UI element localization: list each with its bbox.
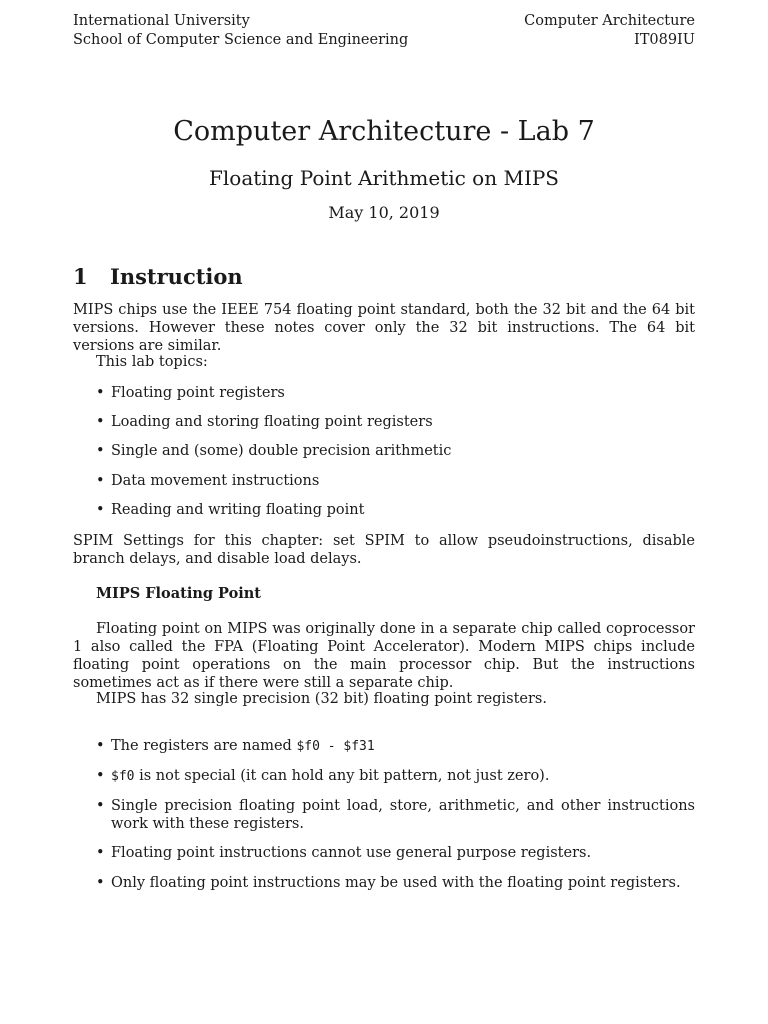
fp-paragraph: Floating point on MIPS was originally done in a separate chip called coprocessor 1 also called the FPA (Floating Point Accelerator). Modern MIPS chips include floating point operations on the main processor chip. But the instructions sometimes act as if there were still a separate chip. (73, 621, 695, 691)
bullet-icon: • (96, 875, 105, 891)
section-heading (73, 262, 243, 292)
bullet-icon: • (96, 385, 105, 401)
registers-paragraph: MIPS has 32 single precision (32 bit) floating point registers. (96, 691, 547, 707)
register-range-code: $f0 - $f31 (296, 739, 375, 754)
bullet-icon: • (96, 502, 105, 518)
bullet-icon: • (96, 768, 105, 784)
section-number: 1 (73, 264, 88, 289)
school-name: School of Computer Science and Engineering (73, 32, 409, 48)
university-name: International University (73, 13, 250, 29)
document-date: May 10, 2019 (328, 203, 440, 222)
course-code: IT089IU (633, 32, 695, 48)
document-title: Computer Architecture - Lab 7 (173, 116, 595, 147)
bullet-icon: • (96, 845, 105, 861)
bullet-icon: • (96, 738, 105, 754)
bullet-icon: • (96, 443, 105, 459)
subsection-title: MIPS Floating Point (96, 585, 261, 602)
topics-intro: This lab topics: (96, 354, 208, 370)
course-name: Computer Architecture (524, 13, 695, 29)
spim-paragraph: SPIM Settings for this chapter: set SPIM to allow pseudoinstructions, disable branch delays, and disable load delays. (73, 533, 695, 567)
header-left (73, 12, 408, 50)
intro-paragraph: MIPS chips use the IEEE 754 floating point standard, both the 32 bit and the 64 bit versions. However these notes cover only the 32 bit instructions. The 64 bit versions are similar. (73, 302, 695, 354)
register-f0-code: $f0 (111, 769, 135, 784)
bullet-icon: • (96, 414, 105, 430)
document-subtitle: Floating Point Arithmetic on MIPS (209, 166, 559, 190)
section-title: Instruction (110, 264, 243, 289)
header-right (524, 12, 695, 50)
bullet-icon: • (96, 473, 105, 489)
bullet-icon: • (96, 798, 105, 814)
